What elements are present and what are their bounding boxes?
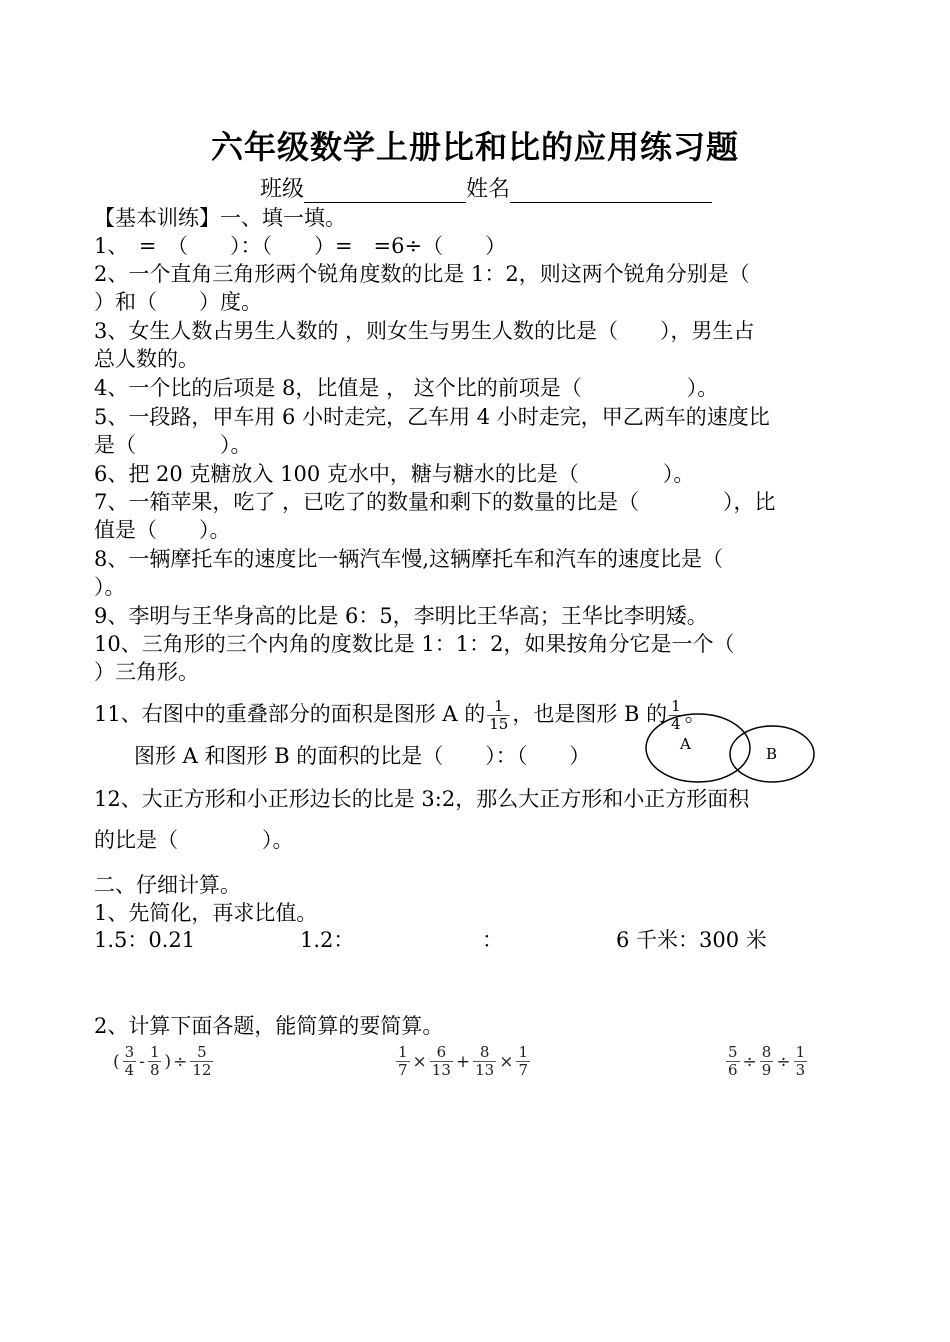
question-7-line1: 7、一箱苹果，吃了 ，已吃了的数量和剩下的数量的比是（ ），比 (94, 490, 776, 514)
expression-3 (724, 1044, 809, 1079)
question-9: 9、李明与王华身高的比是 6：5，李明比王华高；王华比李明矮。 (94, 604, 708, 628)
frac-den: 12 (192, 1061, 212, 1079)
question-5-line2: 是（ ）。 (94, 433, 252, 457)
expression-2 (394, 1044, 532, 1079)
fraction (123, 1044, 137, 1079)
frac-den: 6 (728, 1061, 738, 1079)
fraction (396, 1044, 410, 1079)
fraction (148, 1044, 162, 1079)
frac-num: 1 (795, 1043, 806, 1061)
calc-d: 6 千米：300 米 (616, 928, 767, 952)
frac-num: 1 (671, 697, 681, 715)
calc-c: ： (482, 928, 503, 952)
frac-num: 1 (398, 1043, 408, 1061)
frac-den: 8 (149, 1061, 160, 1079)
class-label: 班级 (260, 177, 305, 202)
paren-left: ( (113, 1051, 120, 1072)
frac-den: 7 (518, 1061, 529, 1079)
divide-sign: ÷ (173, 1051, 188, 1072)
question-7-line2: 值是（ ）。 (94, 518, 231, 542)
frac-den: 13 (431, 1061, 451, 1079)
question-12-line2: 的比是（ ）。 (94, 828, 294, 852)
question-11-line2: 图形 A 和图形 B 的面积的比是（ ）：（ ） (134, 744, 591, 768)
times-sign: × (499, 1051, 514, 1072)
frac-num: 8 (473, 1044, 496, 1062)
calc-b: 1.2： (300, 928, 355, 952)
question-4: 4、一个比的后项是 8，比值是 ， 这个比的前项是（ ）。 (94, 376, 719, 400)
minus-sign: - (139, 1051, 145, 1072)
frac-num: 5 (190, 1044, 213, 1062)
frac-num: 1 (518, 1043, 529, 1061)
q11-suffix: 。 (684, 702, 706, 726)
question-2-line1: 2、一个直角三角形两个锐角度数的比是 1：2，则这两个锐角分别是（ (94, 262, 750, 286)
frac-num: 8 (761, 1043, 772, 1061)
times-sign: × (412, 1051, 427, 1072)
frac-den: 15 (489, 715, 509, 733)
fraction-1-15 (487, 698, 510, 733)
class-blank[interactable] (304, 180, 466, 203)
name-label: 姓名 (466, 177, 511, 202)
section2-sub2: 2、计算下面各题，能简算的要简算。 (94, 1014, 444, 1038)
circle-a (646, 714, 750, 782)
fraction (430, 1044, 453, 1079)
frac-den: 4 (671, 715, 681, 733)
divide-sign: ÷ (776, 1051, 791, 1072)
fraction (760, 1044, 774, 1079)
frac-num: 3 (124, 1043, 135, 1061)
q11-mid: ，也是图形 B 的 (512, 702, 668, 726)
fraction (726, 1044, 740, 1079)
frac-den: 13 (475, 1061, 495, 1079)
fraction (473, 1044, 496, 1079)
question-10-line2: ）三角形。 (94, 660, 199, 684)
question-10-line1: 10、三角形的三个内角的度数比是 1：1：2，如果按角分它是一个（ (94, 632, 735, 656)
fraction (190, 1044, 213, 1079)
frac-num: 5 (728, 1043, 738, 1061)
question-8-line1: 8、一辆摩托车的速度比一辆汽车慢,这辆摩托车和汽车的速度比是（ (94, 547, 724, 571)
fraction (794, 1044, 808, 1079)
paren-right: ) (164, 1051, 172, 1072)
student-info-bar (260, 172, 712, 203)
frac-den: 4 (124, 1061, 135, 1079)
plus-sign: + (455, 1051, 471, 1072)
question-11-line1 (94, 698, 706, 733)
venn-diagram (640, 706, 820, 788)
expression-1 (112, 1044, 215, 1079)
section2-heading: 二、仔细计算。 (94, 873, 241, 897)
question-6: 6、把 20 克糖放入 100 克水中，糖与糖水的比是（ ）。 (94, 462, 695, 486)
question-3-line2: 总人数的。 (94, 347, 199, 371)
question-12-line1: 12、大正方形和小正形边长的比是 3:2，那么大正方形和小正方形面积 (94, 787, 750, 811)
frac-den: 7 (398, 1061, 408, 1079)
calc-a: 1.5：0.21 (94, 928, 196, 952)
frac-num: 6 (430, 1044, 453, 1062)
circle-a-label: A (680, 735, 691, 753)
frac-den: 3 (795, 1061, 806, 1079)
frac-den: 9 (761, 1061, 772, 1079)
question-3-line1: 3、女生人数占男生人数的 ，则女生与男生人数的比是（ ），男生占 (94, 319, 755, 343)
question-5-line1: 5、一段路，甲车用 6 小时走完，乙车用 4 小时走完，甲乙两车的速度比 (94, 405, 770, 429)
fraction (516, 1044, 530, 1079)
section2-sub1: 1、先简化，再求比值。 (94, 901, 318, 925)
circle-b-label: B (766, 745, 778, 763)
question-2-line2: ）和（ ）度。 (94, 290, 262, 314)
name-blank[interactable] (510, 180, 712, 203)
question-1: 1、 = （ ）：（ ）= =6÷（ ） (94, 234, 507, 258)
frac-num: 1 (487, 698, 510, 716)
question-8-line2: ）。 (94, 575, 126, 599)
section1-heading: 【基本训练】一、填一填。 (94, 206, 346, 230)
divide-sign: ÷ (742, 1051, 757, 1072)
q11-prefix: 11、右图中的重叠部分的面积是图形 A 的 (94, 702, 486, 726)
frac-num: 1 (149, 1043, 160, 1061)
page-title: 六年级数学上册比和比的应用练习题 (210, 128, 739, 166)
